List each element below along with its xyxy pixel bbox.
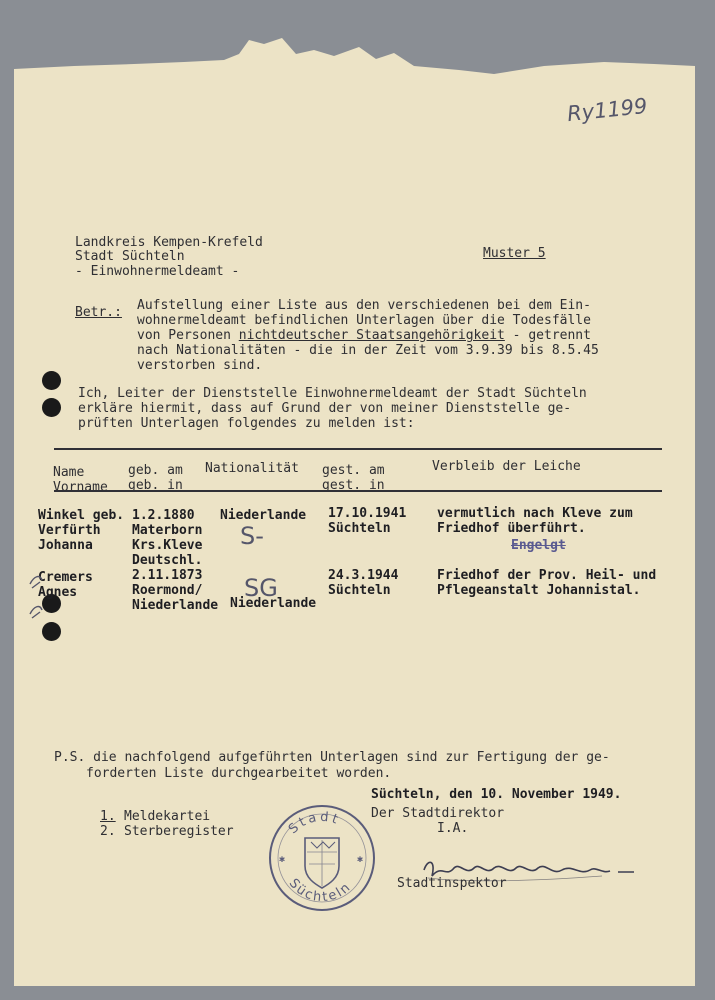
ps-line: P.S. die nachfolgend aufgeführten Unterlagen sind zur Fertigung der ge- — [54, 750, 610, 765]
header-name: Name Vorname — [53, 465, 108, 495]
header-office: - Einwohnermeldeamt - — [75, 264, 240, 279]
punch-hole — [42, 622, 61, 641]
struck-text: Engelgt — [511, 538, 566, 553]
cell-died: 24.3.1944 Süchteln — [328, 568, 399, 598]
cell-remains: vermutlich nach Kleve zum Friedhof überführt. — [437, 506, 633, 536]
signatory-ia: I.A. — [437, 821, 469, 836]
punch-hole — [42, 398, 61, 417]
source-item: Meldekartei — [124, 809, 211, 824]
source-item: Sterberegister — [124, 824, 234, 839]
form-label: Muster 5 — [483, 246, 546, 261]
margin-pencil-mark — [26, 562, 50, 622]
subject-label: Betr.: — [75, 305, 122, 320]
cell-name: Cremers Agnes — [38, 570, 93, 600]
signatory-office: Der Stadtdirektor — [371, 806, 505, 821]
handwritten-note: SG — [244, 574, 278, 602]
declaration-line: Ich, Leiter der Dienststelle Einwohnermeldeamt der Stadt Süchteln — [78, 386, 587, 401]
handwritten-note: S- — [240, 522, 264, 550]
svg-text:✱: ✱ — [357, 854, 364, 865]
document-page — [14, 14, 695, 986]
header-remains: Verbleib der Leiche — [432, 459, 581, 474]
place-date: Süchteln, den 10. November 1949. — [371, 787, 622, 802]
header-born: geb. am geb. in — [128, 463, 183, 493]
svg-text:Stadt: Stadt — [285, 809, 343, 838]
cell-nationality: Niederlande — [220, 508, 307, 523]
subject-line: nach Nationalitäten - die in der Zeit vom 3.9.39 bis 8.5.45 — [137, 343, 599, 358]
punch-hole — [42, 371, 61, 390]
svg-text:✱: ✱ — [279, 854, 286, 865]
torn-top-edge — [14, 14, 695, 84]
archive-mark: Ry1199 — [565, 93, 649, 127]
table-top-rule — [54, 448, 662, 450]
source-number: 2. — [100, 824, 116, 839]
ps-line: forderten Liste durchgearbeitet worden. — [86, 766, 392, 781]
svg-text:Süchteln: Süchteln — [285, 876, 355, 906]
cell-remains: Friedhof der Prov. Heil- und Pflegeanstalt Johannistal. — [437, 568, 657, 598]
subject-line: wohnermeldeamt befindlichen Unterlagen über die Todesfälle — [137, 313, 591, 328]
declaration-line: erkläre hiermit, dass auf Grund der von meiner Dienststelle ge- — [78, 401, 572, 416]
signatory-title: Stadtinspektor — [397, 876, 507, 891]
header-town: Stadt Süchteln — [75, 249, 185, 264]
declaration-line: prüften Unterlagen folgendes zu melden ist: — [78, 416, 415, 431]
cell-name: Winkel geb. Verfürth Johanna — [38, 508, 125, 553]
subject-line: von Personen nichtdeutscher Staatsangehörigkeit - getrennt — [137, 328, 591, 343]
header-nationality: Nationalität — [205, 461, 299, 476]
cell-born: 1.2.1880 Materborn Krs.Kleve Deutschl. — [132, 508, 203, 568]
official-stamp — [267, 804, 377, 912]
cell-died: 17.10.1941 Süchteln — [328, 506, 407, 536]
header-district: Landkreis Kempen-Krefeld — [75, 235, 263, 250]
header-died: gest. am gest. in — [322, 463, 385, 493]
cell-nationality: Niederlande — [230, 596, 317, 611]
cell-born: 2.11.1873 Roermond/ Niederlande — [132, 568, 219, 613]
subject-line: verstorben sind. — [137, 358, 263, 373]
source-number: 1. — [100, 809, 116, 824]
subject-line: Aufstellung einer Liste aus den verschiedenen bei dem Ein- — [137, 298, 591, 313]
table-header-rule — [54, 490, 662, 492]
